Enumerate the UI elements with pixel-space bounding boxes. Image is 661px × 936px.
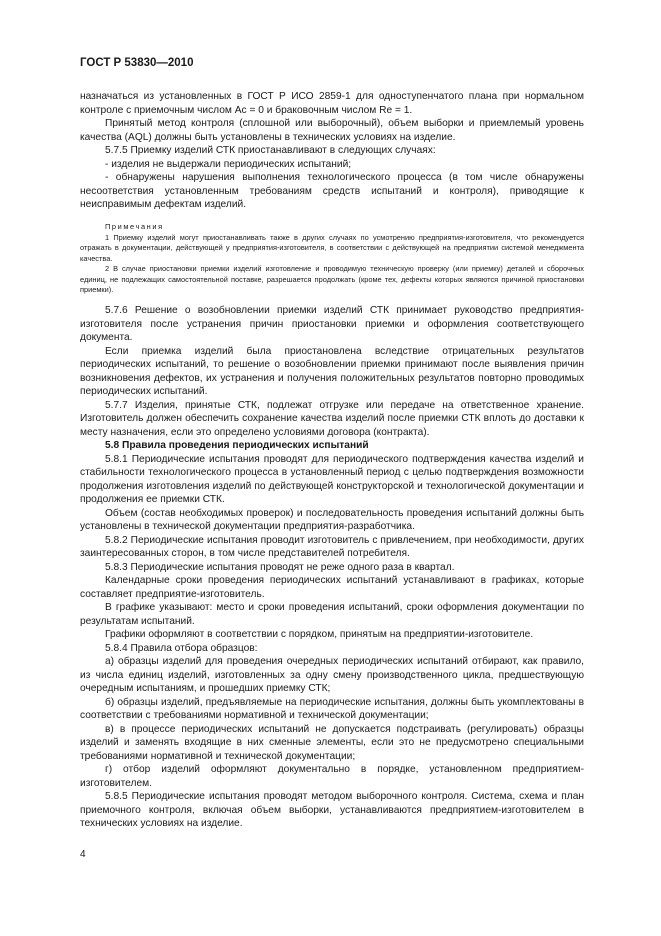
list-item: г) отбор изделий оформляют документально в порядке, установленном предприятием-изготовителем. — [80, 764, 584, 789]
list-item: - обнаружены нарушения выполнения технологического процесса (в том числе обнаружены несоответствия установленным требованиям средств испытаний и контроля), приводящие к неисправимым дефектам изделий. — [80, 172, 584, 210]
paragraph: Календарные сроки проведения периодических испытаний устанавливают в графиках, которые составляет предприятие-изготовитель. — [80, 575, 584, 600]
section-heading: 5.8 Правила проведения периодических испытаний — [105, 440, 369, 452]
paragraph: Объем (состав необходимых проверок) и последовательность проведения испытаний должны быть установлены в технической документации предприятия-разработчика. — [80, 507, 584, 533]
paragraph: Если приемка изделий была приостановлена вследствие отрицательных результатов периодических испытаний, то решение о возобновлении приемки принимают после выявления причин возникновения дефектов, их устранения и получения положительных результатов повторно проводимых периодических испытаний. — [80, 345, 584, 398]
document-header: ГОСТ Р 53830—2010 — [80, 57, 194, 69]
note-item: 2 В случае приостановки приемки изделий изготовление и проводимую техническую проверку (или приемку) деталей и сборочных единиц, не подлежащих самостоятельной поставке, разрешается продолжать (кроме тех, дефекты которых являются причиной приостановки приемки). — [80, 264, 584, 294]
list-item: - изделия не выдержали периодических испытаний; — [105, 158, 352, 170]
note-item: 1 Приемку изделий могут приостанавливать также в других случаях по усмотрению предприятия-изготовителя, что рекомендуется отражать в документации, действующей у предприятия-изготовителя, в соответствии с действующей на предприятии системой менеджмента качества. — [80, 232, 584, 263]
list-item: б) образцы изделий, предъявляемые на периодические испытания, должны быть укомплектованы в соответствии с требованиями нормативной и технической документации; — [80, 696, 584, 722]
paragraph: 5.8.1 Периодические испытания проводят для периодического подтверждения качества изделий и стабильности технологического процесса в установленный период с целью подтверждения возможности продолжения изготовления изделий по действующей конструкторской и технологической документации и продолжения ее приемки СТК. — [80, 453, 584, 506]
notes-title: Примечания — [105, 221, 164, 231]
paragraph: 5.7.7 Изделия, принятые СТК, подлежат отгрузке или передаче на ответственное хранение. Изготовитель должен обеспечить сохранение качества изделий после приемки СТК вплоть до доставки к месту назначения, если это определено условиями договора (контракта). — [80, 399, 584, 438]
paragraph: назначаться из установленных в ГОСТ Р ИСО 2859-1 для одноступенчатого плана при нормальном контроле с приемочным числом Ac = 0 и браковочным числом Re = 1. — [80, 91, 584, 116]
paragraph: 5.8.4 Правила отбора образцов: — [105, 642, 258, 654]
paragraph: 5.7.5 Приемку изделий СТК приостанавливают в следующих случаях: — [105, 145, 436, 156]
notes-block — [80, 222, 584, 296]
list-item: в) в процессе периодических испытаний не допускается подстраивать (регулировать) образцы изделий и заменять входящие в них сменные элементы, если это не предусмотрено специальными требованиями нормативной и технической документации; — [80, 723, 584, 762]
paragraph: 5.8.5 Периодические испытания проводят методом выборочного контроля. Система, схема и план приемочного контроля, включая объем выборки, устанавливаются предприятием-изготовителем в технических условиях на изделие. — [80, 791, 584, 830]
list-item: а) образцы изделий для проведения очередных периодических испытаний отбирают, как правило, из числа единиц изделий, изготовленных за одну смену производственного цикла, предшествующую очередным испытаниям, и прошедших приемку СТК; — [80, 656, 584, 695]
page-number: 4 — [80, 849, 86, 860]
document-body — [80, 90, 584, 831]
paragraph: Принятый метод контроля (сплошной или выборочный), объем выборки и приемлемый уровень качества (AQL) должны быть установлены в технических условиях на изделие. — [80, 118, 584, 143]
paragraph: 5.8.3 Периодические испытания проводят не реже одного раза в квартал. — [105, 561, 455, 573]
paragraph: 5.7.6 Решение о возобновлении приемки изделий СТК принимает руководство предприятия-изготовителя после устранения причин приостановки приемки и оформления соответствующего документа. — [80, 305, 584, 344]
paragraph: 5.8.2 Периодические испытания проводит изготовитель с привлечением, при необходимости, других заинтересованных сторон, в том числе представителей потребителя. — [80, 534, 584, 560]
paragraph: Графики оформляют в соответствии с порядком, принятым на предприятии-изготовителе. — [105, 629, 534, 641]
paragraph: В графике указывают: место и сроки проведения испытаний, сроки оформления документации по результатам испытаний. — [80, 602, 584, 627]
